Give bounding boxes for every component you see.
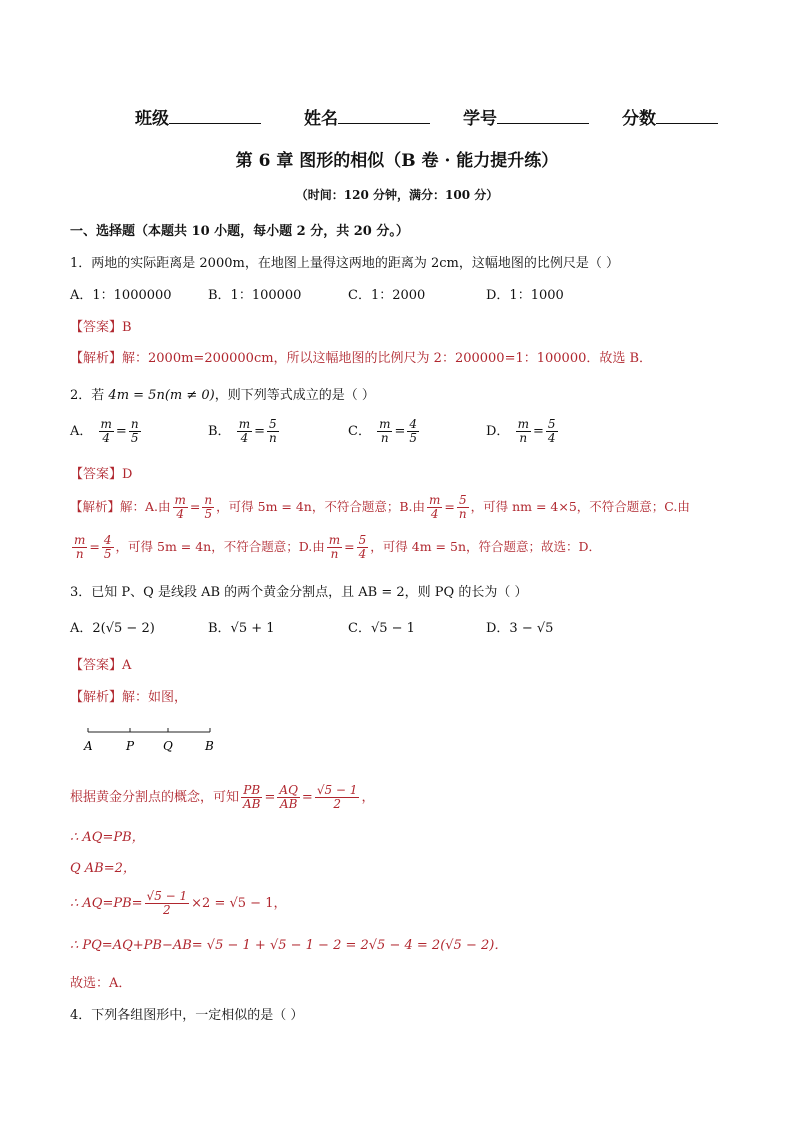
q3-answer: 【答案】A xyxy=(70,658,132,673)
segment-label-a: A xyxy=(84,739,93,753)
score-label: 分数 xyxy=(622,104,718,129)
segment-label-b: B xyxy=(205,739,214,753)
page-subtitle: （时间：120 分钟，满分：100 分） xyxy=(295,188,499,202)
q2-analysis-line2: $\frac{m}{n}$ = $\frac{4}{5}$ ，可得 5m = 4n，不符合题意；D.由 $\frac{m}{n}$ = $\frac{5}{4}$ ，可得 4m = 5n，符合题意；故选：D． xyxy=(74,533,602,561)
q1-analysis: 【解析】解：2000m=200000cm，所以这幅地图的比例尺为 2：200000=1：100000．故选 B． xyxy=(70,351,653,366)
q1-option-c: C．1：2000 xyxy=(348,288,426,303)
q2-option-b: B． $\frac{m}{4}$ = $\frac{5}{n}$ xyxy=(208,417,277,445)
q3-analysis-line5: ∴ PQ=AQ+PB−AB= √5 − 1 + √5 − 1 − 2 = 2√5 − 4 = 2(√5 − 2)． xyxy=(70,938,508,953)
q3-analysis: 【解析】解：如图， xyxy=(70,690,188,705)
q3-option-b: B．√5 + 1 xyxy=(208,621,275,636)
q1-option-d: D．1：1000 xyxy=(486,288,564,303)
q2-answer: 【答案】D xyxy=(70,467,133,482)
q2-option-d: D． $\frac{m}{n}$ = $\frac{5}{4}$ xyxy=(486,417,556,445)
q3-option-c: C．√5 − 1 xyxy=(348,621,415,636)
question-2-stem: 2．若 4m = 5n(m ≠ 0)，则下列等式成立的是（ ） xyxy=(70,388,375,403)
q3-analysis-line4: ∴ AQ=PB= $\frac{√5 - 1}{2}$ ×2 = √5 − 1， xyxy=(70,889,287,917)
q3-option-a: A．2(√5 − 2) xyxy=(70,621,155,636)
q3-analysis-line3: Q AB=2， xyxy=(70,861,136,876)
q1-option-a: A．1：1000000 xyxy=(70,288,172,303)
section-heading: 一、选择题（本题共 10 小题，每小题 2 分，共 20 分。） xyxy=(70,224,409,239)
segment-label-q: Q xyxy=(163,739,173,753)
class-label: 班级 xyxy=(135,104,261,129)
name-label: 姓名 xyxy=(304,104,430,129)
question-4-stem: 4．下列各组图形中，一定相似的是（ ） xyxy=(70,1008,304,1023)
page-title: 第 6 章 图形的相似（B 卷 · 能力提升练） xyxy=(235,151,559,171)
q3-analysis-line2: ∴ AQ=PB， xyxy=(70,830,145,845)
student-id-label: 学号 xyxy=(463,104,589,129)
q2-option-c: C． $\frac{m}{n}$ = $\frac{4}{5}$ xyxy=(348,417,418,445)
segment-figure xyxy=(80,722,220,758)
question-1-stem: 1．两地的实际距离是 2000m，在地图上量得这两地的距离为 2cm，这幅地图的比例尺是（ ） xyxy=(70,256,619,271)
q3-option-d: D．3 − √5 xyxy=(486,621,554,636)
q3-analysis-line6: 故选：A． xyxy=(70,976,132,991)
q3-analysis-line1: 根据黄金分割点的概念，可知 $\frac{PB}{AB}$ = $\frac{AQ}{AB}$ = $\frac{√5 - 1}{2}$ ， xyxy=(70,783,375,811)
q1-answer: 【答案】B xyxy=(70,320,132,335)
question-3-stem: 3．已知 P、Q 是线段 AB 的两个黄金分割点，且 AB = 2，则 PQ 的长为（ ） xyxy=(70,585,528,600)
segment-label-p: P xyxy=(126,739,135,753)
q1-option-b: B．1：100000 xyxy=(208,288,302,303)
q2-analysis-line1: 【解析】解：A.由 $\frac{m}{4}$ = $\frac{n}{5}$ ，可得 5m = 4n，不符合题意；B.由 $\frac{m}{4}$ = $\frac{5}{n}$ ，可得 nm = 4×5，不符合题意；C.由 xyxy=(70,493,690,521)
q2-option-a: A． $\frac{m}{4}$ = $\frac{n}{5}$ xyxy=(70,417,139,445)
